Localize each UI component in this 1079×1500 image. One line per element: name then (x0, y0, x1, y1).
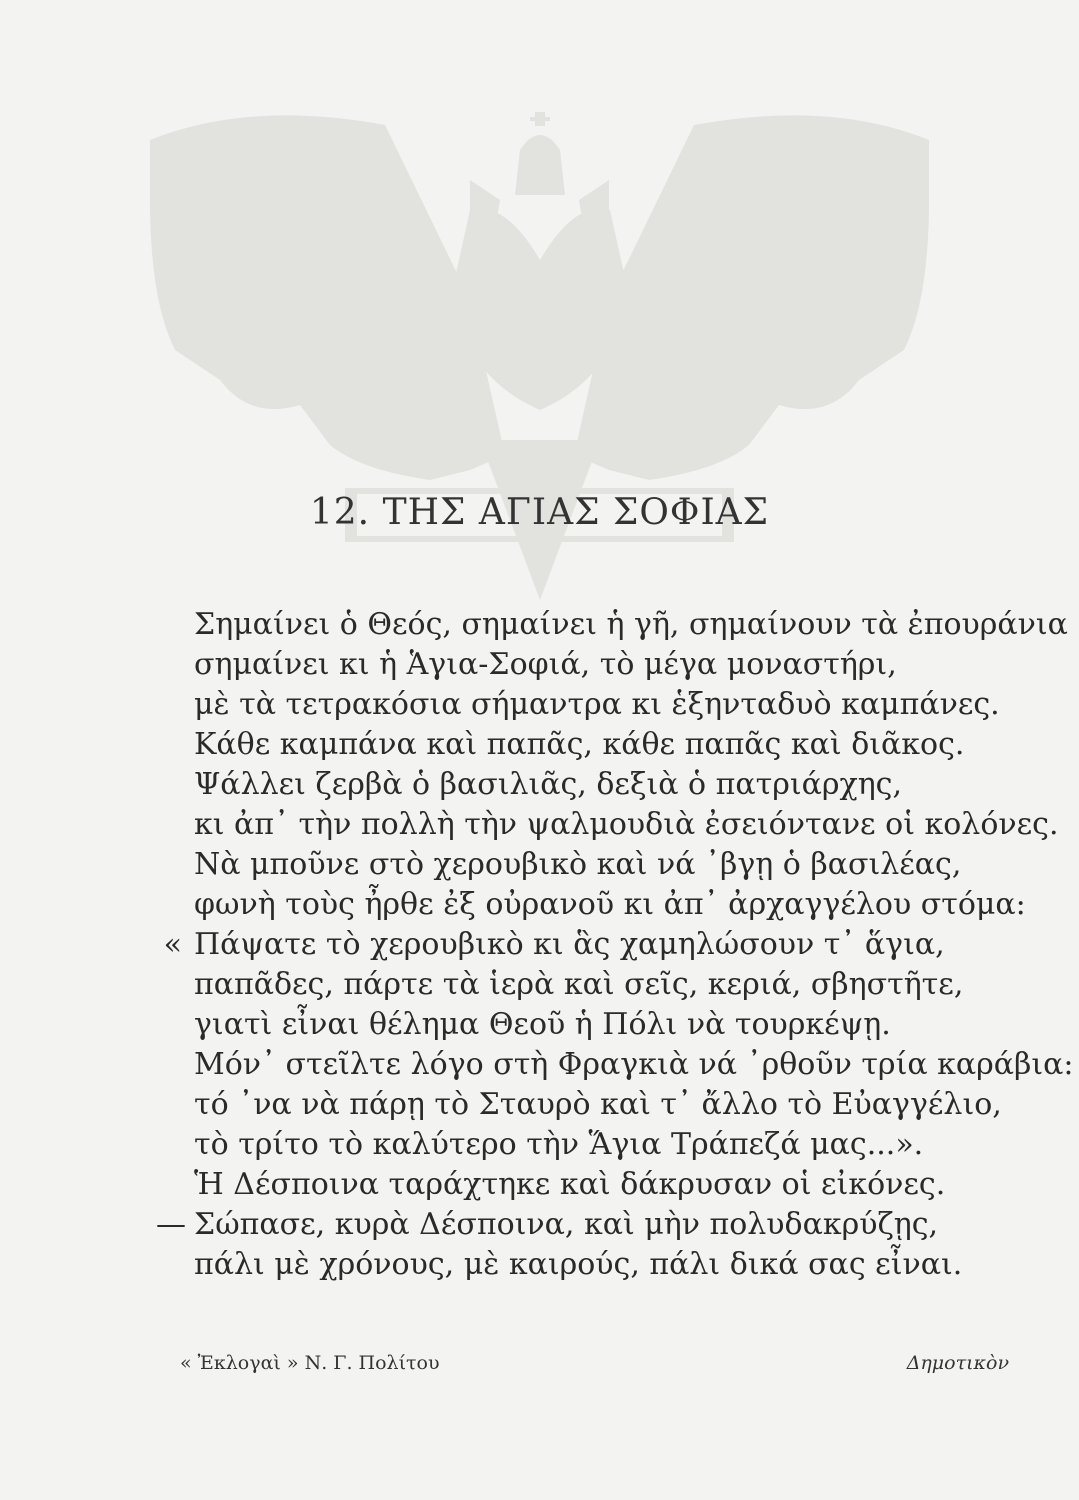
poem-line (0, 1005, 1079, 1045)
poem-line (0, 645, 1079, 685)
poem-line (0, 725, 1079, 765)
poem-line (0, 805, 1079, 845)
line-text: Κάθε καμπάνα καὶ παπᾶς, κάθε παπᾶς καὶ διᾶκος. (194, 727, 965, 762)
line-text: Ψάλλει ζερβὰ ὁ βασιλιᾶς, δεξιὰ ὁ πατριάρχης, (194, 767, 903, 802)
poem-line (0, 885, 1079, 925)
line-text: Πάψατε τὸ χερουβικὸ κι ἃς χαμηλώσουν τ᾿ ἅγια, (194, 927, 945, 962)
poem-line (0, 1165, 1079, 1205)
line-text: τό ᾿να νὰ πάρῃ τὸ Σταυρὸ καὶ τ᾿ ἄλλο τὸ Εὐαγγέλιο, (194, 1087, 1002, 1122)
category-label: Δημοτικὸν (906, 1352, 1009, 1374)
poem-line (0, 685, 1079, 725)
poem-line (0, 765, 1079, 805)
poem-line (0, 1205, 1079, 1245)
poem-line (0, 1245, 1079, 1285)
poem-line (0, 965, 1079, 1005)
source-credit: « Ἐκλογαὶ » Ν. Γ. Πολίτου (180, 1352, 440, 1374)
line-mark: — (156, 1207, 186, 1242)
line-text: Σημαίνει ὁ Θεός, σημαίνει ἡ γῆ, σημαίνουν τὰ ἐπουράνια (194, 607, 1068, 642)
line-text: Μόν᾿ στεῖλτε λόγο στὴ Φραγκιὰ νά ᾿ρθοῦν τρία καράβια: (194, 1047, 1074, 1082)
poem-line (0, 1045, 1079, 1085)
line-text: γιατὶ εἶναι θέλημα Θεοῦ ἡ Πόλι νὰ τουρκέψῃ. (194, 1007, 891, 1042)
line-text: Ἡ Δέσποινα ταράχτηκε καὶ δάκρυσαν οἱ εἰκόνες. (194, 1167, 946, 1202)
line-text: τὸ τρίτο τὸ καλύτερο τὴν Ἅγια Τράπεζά μας...». (194, 1127, 924, 1162)
poem-line (0, 605, 1079, 645)
poem-title: 12. ΤΗΣ ΑΓΙΑΣ ΣΟΦΙΑΣ (309, 492, 770, 533)
line-text: φωνὴ τοὺς ἦρθε ἐξ οὐρανοῦ κι ἀπ᾿ ἀρχαγγέλου στόμα: (194, 887, 1026, 922)
line-text: πάλι μὲ χρόνους, μὲ καιρούς, πάλι δικά σας εἶναι. (194, 1247, 963, 1282)
line-mark: « (163, 927, 182, 962)
poem-line (0, 1125, 1079, 1165)
line-text: Σώπασε, κυρὰ Δέσποινα, καὶ μὴν πολυδακρύζῃς, (194, 1207, 939, 1242)
line-text: σημαίνει κι ἡ Ἁγια-Σοφιά, τὸ μέγα μοναστήρι, (194, 647, 897, 682)
poem-line (0, 845, 1079, 885)
line-text: παπᾶδες, πάρτε τὰ ἱερὰ καὶ σεῖς, κεριά, σβηστῆτε, (194, 967, 964, 1002)
line-text: μὲ τὰ τετρακόσια σήμαντρα κι ἑξηνταδυὸ καμπάνες. (194, 687, 1000, 722)
line-text: Νὰ μποῦνε στὸ χερουβικὸ καὶ νά ᾿βγῃ ὁ βασιλέας, (194, 847, 962, 882)
line-text: κι ἀπ᾿ τὴν πολλὴ τὴν ψαλμουδιὰ ἐσειόντανε οἱ κολόνες. (194, 807, 1059, 842)
poem-line (0, 1085, 1079, 1125)
poem-line (0, 925, 1079, 965)
